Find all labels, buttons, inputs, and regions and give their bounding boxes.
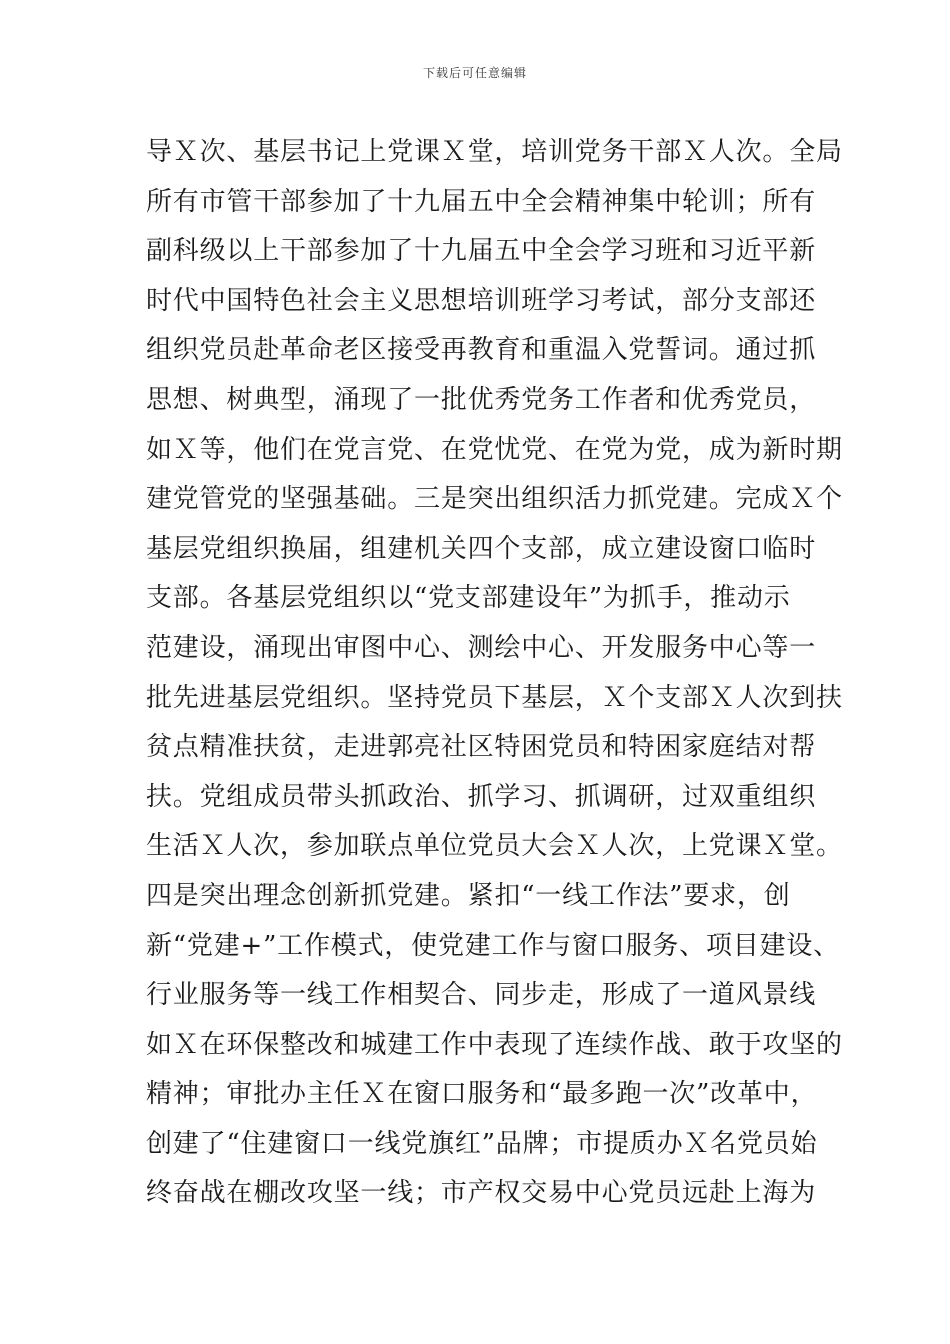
document-body [146, 128, 843, 1219]
text-line: 终奋战在棚改攻坚一线；市产权交易中心党员远赴上海为 [146, 1178, 817, 1209]
text-line: 基层党组织换届，组建机关四个支部，成立建设窗口临时 [146, 533, 817, 564]
text-line: 行业服务等一线工作相契合、同步走，形成了一道风景线 [146, 980, 817, 1011]
text-line: 范建设，涌现出审图中心、测绘中心、开发服务中心等一 [146, 632, 817, 663]
text-line: 扶。党组成员带头抓政治、抓学习、抓调研，过双重组织 [146, 781, 817, 812]
text-line: 时代中国特色社会主义思想培训班学习考试，部分支部还 [146, 285, 817, 316]
text-line: 建党管党的坚强基础。三是突出组织活力抓党建。完成Ｘ个 [146, 484, 843, 515]
text-line: 支部。各基层党组织以“党支部建设年”为抓手，推动示 [146, 583, 791, 614]
text-line: 导Ｘ次、基层书记上党课Ｘ堂，培训党务干部Ｘ人次。全局 [146, 137, 843, 167]
text-line: 批先进基层党组织。坚持党员下基层，Ｘ个支部Ｘ人次到扶 [146, 682, 843, 713]
text-line: 生活Ｘ人次，参加联点单位党员大会Ｘ人次，上党课Ｘ堂。 [146, 831, 843, 862]
text-line: 创建了“住建窗口一线党旗红”品牌；市提质办Ｘ名党员始 [146, 1128, 818, 1159]
text-line: 组织党员赴革命老区接受再教育和重温入党誓词。通过抓 [146, 335, 817, 366]
text-line: 精神；审批办主任Ｘ在窗口服务和“最多跑一次”改革中， [146, 1079, 818, 1110]
text-line: 贫点精准扶贫，走进郭亮社区特困党员和特困家庭结对帮 [146, 732, 817, 763]
text-line: 副科级以上干部参加了十九届五中全会学习班和习近平新 [146, 236, 817, 267]
text-line: 四是突出理念创新抓党建。紧扣“一线工作法”要求，创 [146, 880, 791, 911]
text-line: 所有市管干部参加了十九届五中全会精神集中轮训；所有 [146, 186, 817, 217]
text-line: 新“党建+”工作模式，使党建工作与窗口服务、项目建设、 [146, 930, 840, 961]
page-header: 下载后可任意编辑 [422, 66, 527, 80]
text-line: 如Ｘ等，他们在党言党、在党忧党、在党为党，成为新时期 [146, 434, 843, 465]
text-line: 如Ｘ在环保整改和城建工作中表现了连续作战、敢于攻坚的 [146, 1029, 843, 1060]
text-line: 思想、树典型，涌现了一批优秀党务工作者和优秀党员， [146, 384, 817, 415]
